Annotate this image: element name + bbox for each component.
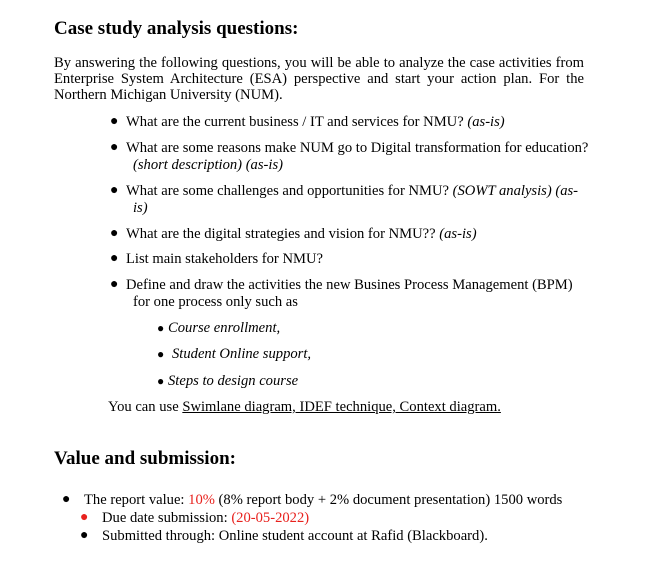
bullet-icon: ● <box>110 226 119 241</box>
question-note: (short description) (as-is) <box>133 157 283 173</box>
bullet-icon: ● <box>110 277 119 292</box>
tools-line: You can use Swimlane diagram, IDEF technique, Context diagram. <box>108 399 501 415</box>
bullet-icon: ● <box>110 140 119 155</box>
intro-line: By answering the following questions, you will be able to analyze the case activities from <box>54 55 584 71</box>
process-item: Steps to design course <box>168 373 299 389</box>
intro-line: Enterprise System Architecture (ESA) perspective and start your action plan. For the <box>54 71 584 87</box>
tools-link[interactable]: Swimlane diagram, IDEF technique, Context diagram. <box>182 399 501 415</box>
bullet-icon: ● <box>62 492 71 507</box>
process-item: Student Online support, <box>172 346 312 362</box>
bullet-icon: ● <box>157 321 165 335</box>
bullet-icon: ● <box>110 114 119 129</box>
section-heading-submission: Value and submission: <box>54 448 236 469</box>
report-value: The report value: 10% (8% report body + 2% document presentation) 1500 words <box>84 492 563 508</box>
process-item: Course enrollment, <box>168 320 281 336</box>
question-item: What are some reasons make NUM go to Digital transformation for education? <box>126 140 589 156</box>
due-date: Due date submission: (20-05-2022) <box>102 510 310 526</box>
question-item: List main stakeholders for NMU? <box>126 251 323 267</box>
bullet-icon: ● <box>80 510 89 525</box>
question-item-continuation: for one process only such as <box>133 294 298 310</box>
question-item: What are the current business / IT and services for NMU? (as-is) <box>126 114 505 130</box>
question-item: What are the digital strategies and vision for NMU?? (as-is) <box>126 226 477 242</box>
intro-paragraph <box>54 55 584 103</box>
section-heading-case-study: Case study analysis questions: <box>54 18 299 39</box>
question-item: What are some challenges and opportunities for NMU? (SOWT analysis) (as- <box>126 183 579 199</box>
intro-line: Northern Michigan University (NUM). <box>54 87 283 103</box>
bullet-icon: ● <box>110 183 119 198</box>
bullet-icon: ● <box>80 528 89 543</box>
question-item: Define and draw the activities the new Busines Process Management (BPM) <box>126 277 573 293</box>
submitted-through: Submitted through: Online student account at Rafid (Blackboard). <box>102 528 488 544</box>
bullet-icon: ● <box>157 347 165 361</box>
bullet-icon: ● <box>110 251 119 266</box>
bullet-icon: ● <box>157 374 165 388</box>
question-note: is) <box>133 200 148 216</box>
